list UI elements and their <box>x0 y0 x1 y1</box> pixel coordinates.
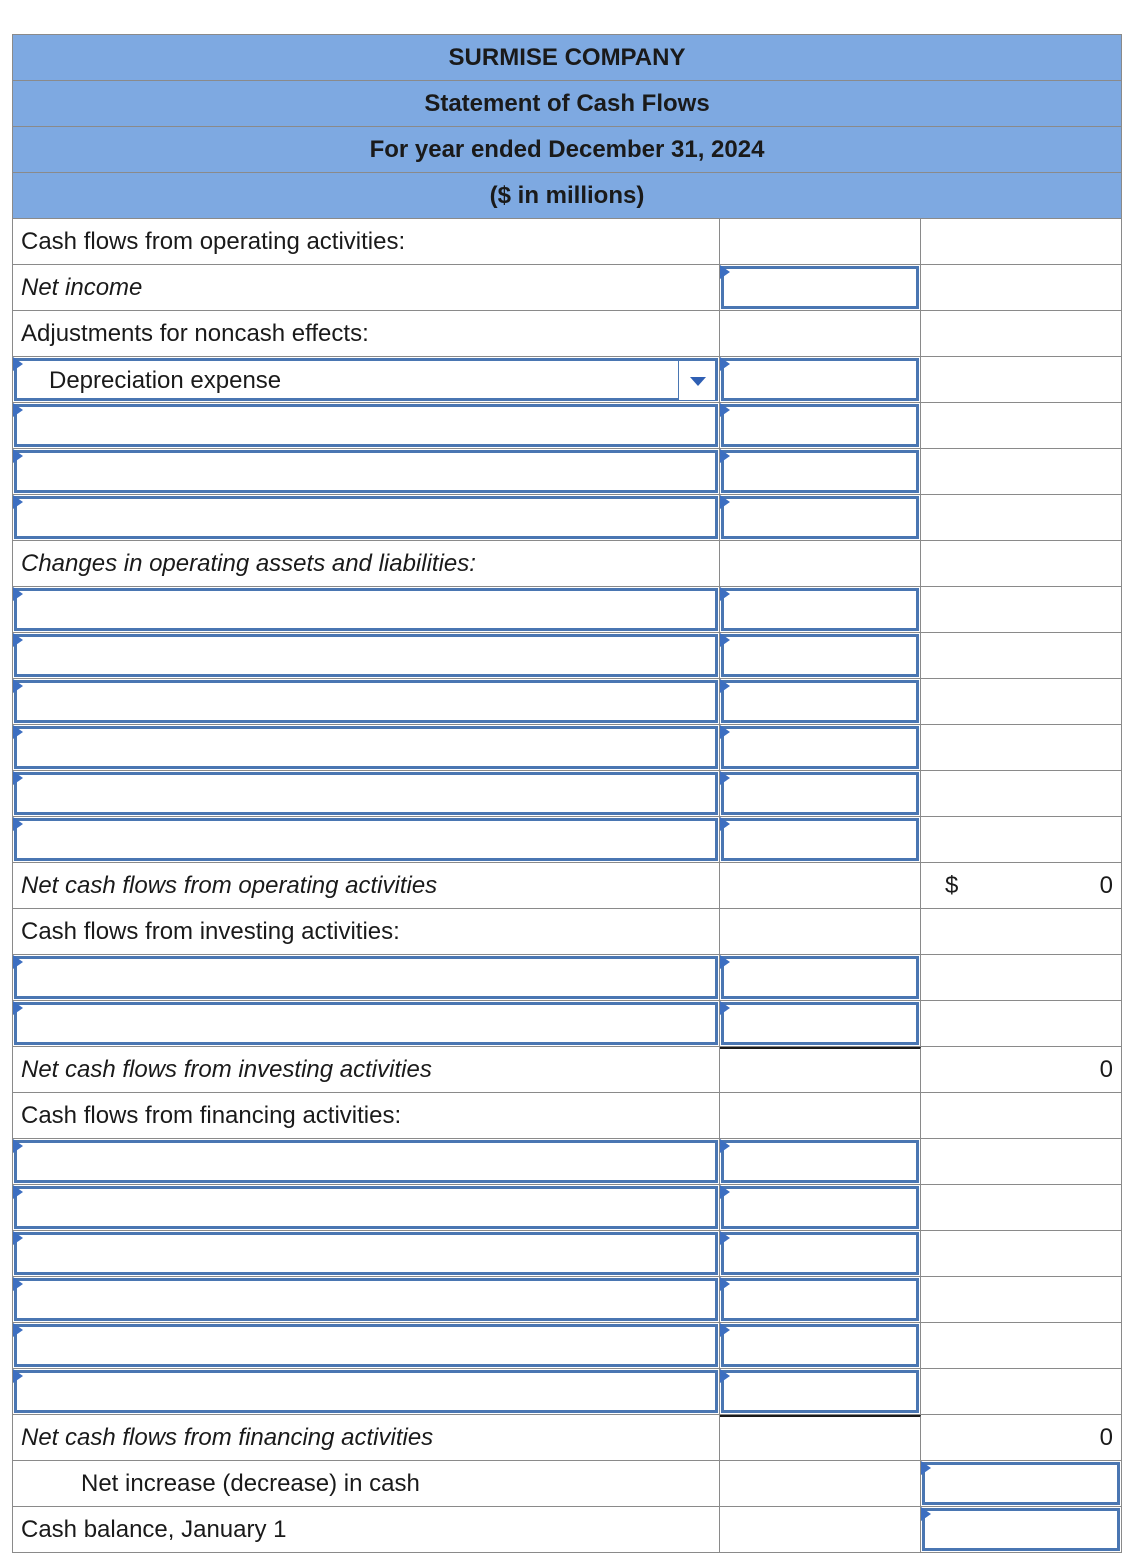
input-marker-icon <box>720 357 730 371</box>
financing-row <box>12 1231 1122 1277</box>
cash-balance-input[interactable] <box>922 1508 1120 1551</box>
investing-account-input[interactable] <box>14 1002 718 1045</box>
financing-amount-input[interactable] <box>721 1370 919 1413</box>
investing-heading-label: Cash flows from investing activities: <box>21 918 400 945</box>
input-marker-icon <box>720 1001 730 1015</box>
change-amount-input[interactable] <box>721 772 919 815</box>
operating-heading-row <box>12 219 1122 265</box>
input-marker-icon <box>13 357 23 371</box>
adjustment-row <box>12 357 1122 403</box>
change-row <box>12 817 1122 863</box>
net-investing-row <box>12 1047 1122 1093</box>
net-financing-label: Net cash flows from financing activities <box>21 1424 434 1451</box>
changes-heading-label: Changes in operating assets and liabilities: <box>21 550 476 577</box>
net-operating-row <box>12 863 1122 909</box>
adjustment-amount-input[interactable] <box>721 358 919 401</box>
financing-amount-input[interactable] <box>721 1140 919 1183</box>
input-marker-icon <box>720 817 730 831</box>
input-marker-icon <box>13 1185 23 1199</box>
adjustment-amount-input[interactable] <box>721 404 919 447</box>
input-marker-icon <box>720 725 730 739</box>
input-marker-icon <box>13 725 23 739</box>
investing-account-input[interactable] <box>14 956 718 999</box>
statement-title: Statement of Cash Flows <box>12 81 1122 127</box>
input-marker-icon <box>921 1461 931 1475</box>
adjustment-amount-input[interactable] <box>721 496 919 539</box>
investing-row <box>12 1001 1122 1047</box>
changes-heading-row <box>12 541 1122 587</box>
financing-account-input[interactable] <box>14 1140 718 1183</box>
input-marker-icon <box>13 1369 23 1383</box>
input-marker-icon <box>720 1231 730 1245</box>
input-marker-icon <box>720 1185 730 1199</box>
change-row <box>12 587 1122 633</box>
cash-flow-worksheet <box>12 34 1122 1553</box>
net-income-amount-input[interactable] <box>721 266 919 309</box>
input-marker-icon <box>720 403 730 417</box>
net-financing-total: 0 <box>1099 1424 1113 1451</box>
chevron-down-icon[interactable] <box>678 361 715 400</box>
net-increase-label: Net increase (decrease) in cash <box>81 1470 420 1497</box>
change-amount-input[interactable] <box>721 680 919 723</box>
adjustment-row <box>12 403 1122 449</box>
investing-heading-row <box>12 909 1122 955</box>
financing-account-input[interactable] <box>14 1232 718 1275</box>
input-marker-icon <box>13 449 23 463</box>
change-account-input[interactable] <box>14 772 718 815</box>
financing-row <box>12 1185 1122 1231</box>
change-amount-input[interactable] <box>721 818 919 861</box>
financing-amount-input[interactable] <box>721 1186 919 1229</box>
input-marker-icon <box>13 587 23 601</box>
cash-balance-row <box>12 1507 1122 1553</box>
adjustment-account-input[interactable] <box>14 450 718 493</box>
net-increase-row <box>12 1461 1122 1507</box>
change-row <box>12 633 1122 679</box>
net-increase-input[interactable] <box>922 1462 1120 1505</box>
change-row <box>12 679 1122 725</box>
adjustments-heading-label: Adjustments for noncash effects: <box>21 320 369 347</box>
change-account-input[interactable] <box>14 726 718 769</box>
input-marker-icon <box>720 633 730 647</box>
input-marker-icon <box>720 265 730 279</box>
input-marker-icon <box>720 771 730 785</box>
input-marker-icon <box>720 1277 730 1291</box>
input-marker-icon <box>13 955 23 969</box>
currency-symbol: $ <box>945 872 959 899</box>
financing-amount-input[interactable] <box>721 1278 919 1321</box>
input-marker-icon <box>720 587 730 601</box>
input-marker-icon <box>13 817 23 831</box>
financing-heading-row <box>12 1093 1122 1139</box>
financing-account-input[interactable] <box>14 1186 718 1229</box>
financing-row <box>12 1369 1122 1415</box>
input-marker-icon <box>720 1369 730 1383</box>
input-marker-icon <box>13 1277 23 1291</box>
adjustment-row <box>12 495 1122 541</box>
financing-account-input[interactable] <box>14 1370 718 1413</box>
financing-row <box>12 1323 1122 1369</box>
net-income-row <box>12 265 1122 311</box>
net-operating-label: Net cash flows from operating activities <box>21 872 438 899</box>
investing-amount-input[interactable] <box>721 1002 919 1045</box>
adjustment-amount-input[interactable] <box>721 450 919 493</box>
financing-row <box>12 1139 1122 1185</box>
financing-account-input[interactable] <box>14 1278 718 1321</box>
input-marker-icon <box>13 771 23 785</box>
financing-account-input[interactable] <box>14 1324 718 1367</box>
adjustment-account-select[interactable] <box>14 358 718 401</box>
adjustment-select-value: Depreciation expense <box>49 367 282 394</box>
input-marker-icon <box>13 1231 23 1245</box>
input-marker-icon <box>13 495 23 509</box>
input-marker-icon <box>720 449 730 463</box>
financing-row <box>12 1277 1122 1323</box>
input-marker-icon <box>13 633 23 647</box>
input-marker-icon <box>13 679 23 693</box>
operating-heading-label: Cash flows from operating activities: <box>21 228 406 255</box>
change-row <box>12 771 1122 817</box>
company-name: SURMISE COMPANY <box>12 34 1122 81</box>
change-amount-input[interactable] <box>721 634 919 677</box>
adjustment-account-input[interactable] <box>14 496 718 539</box>
net-operating-total: 0 <box>1099 872 1113 899</box>
change-account-input[interactable] <box>14 680 718 723</box>
adjustment-row <box>12 449 1122 495</box>
financing-heading-label: Cash flows from financing activities: <box>21 1102 402 1129</box>
adjustments-heading-row <box>12 311 1122 357</box>
net-investing-label: Net cash flows from investing activities <box>21 1056 432 1083</box>
input-marker-icon <box>13 1139 23 1153</box>
input-marker-icon <box>720 955 730 969</box>
input-marker-icon <box>13 403 23 417</box>
change-row <box>12 725 1122 771</box>
change-account-input[interactable] <box>14 818 718 861</box>
input-marker-icon <box>921 1507 931 1521</box>
input-marker-icon <box>720 679 730 693</box>
statement-units: ($ in millions) <box>12 173 1122 219</box>
investing-row <box>12 955 1122 1001</box>
input-marker-icon <box>720 495 730 509</box>
change-amount-input[interactable] <box>721 588 919 631</box>
cash-balance-label: Cash balance, January 1 <box>21 1516 287 1543</box>
change-amount-input[interactable] <box>721 726 919 769</box>
change-account-input[interactable] <box>14 634 718 677</box>
net-investing-total: 0 <box>1099 1056 1113 1083</box>
input-marker-icon <box>720 1139 730 1153</box>
investing-amount-input[interactable] <box>721 956 919 999</box>
net-income-label: Net income <box>21 274 143 301</box>
input-marker-icon <box>13 1323 23 1337</box>
net-financing-row <box>12 1415 1122 1461</box>
statement-period: For year ended December 31, 2024 <box>12 127 1122 173</box>
input-marker-icon <box>720 1323 730 1337</box>
change-account-input[interactable] <box>14 588 718 631</box>
financing-amount-input[interactable] <box>721 1324 919 1367</box>
input-marker-icon <box>13 1001 23 1015</box>
financing-amount-input[interactable] <box>721 1232 919 1275</box>
adjustment-account-input[interactable] <box>14 404 718 447</box>
